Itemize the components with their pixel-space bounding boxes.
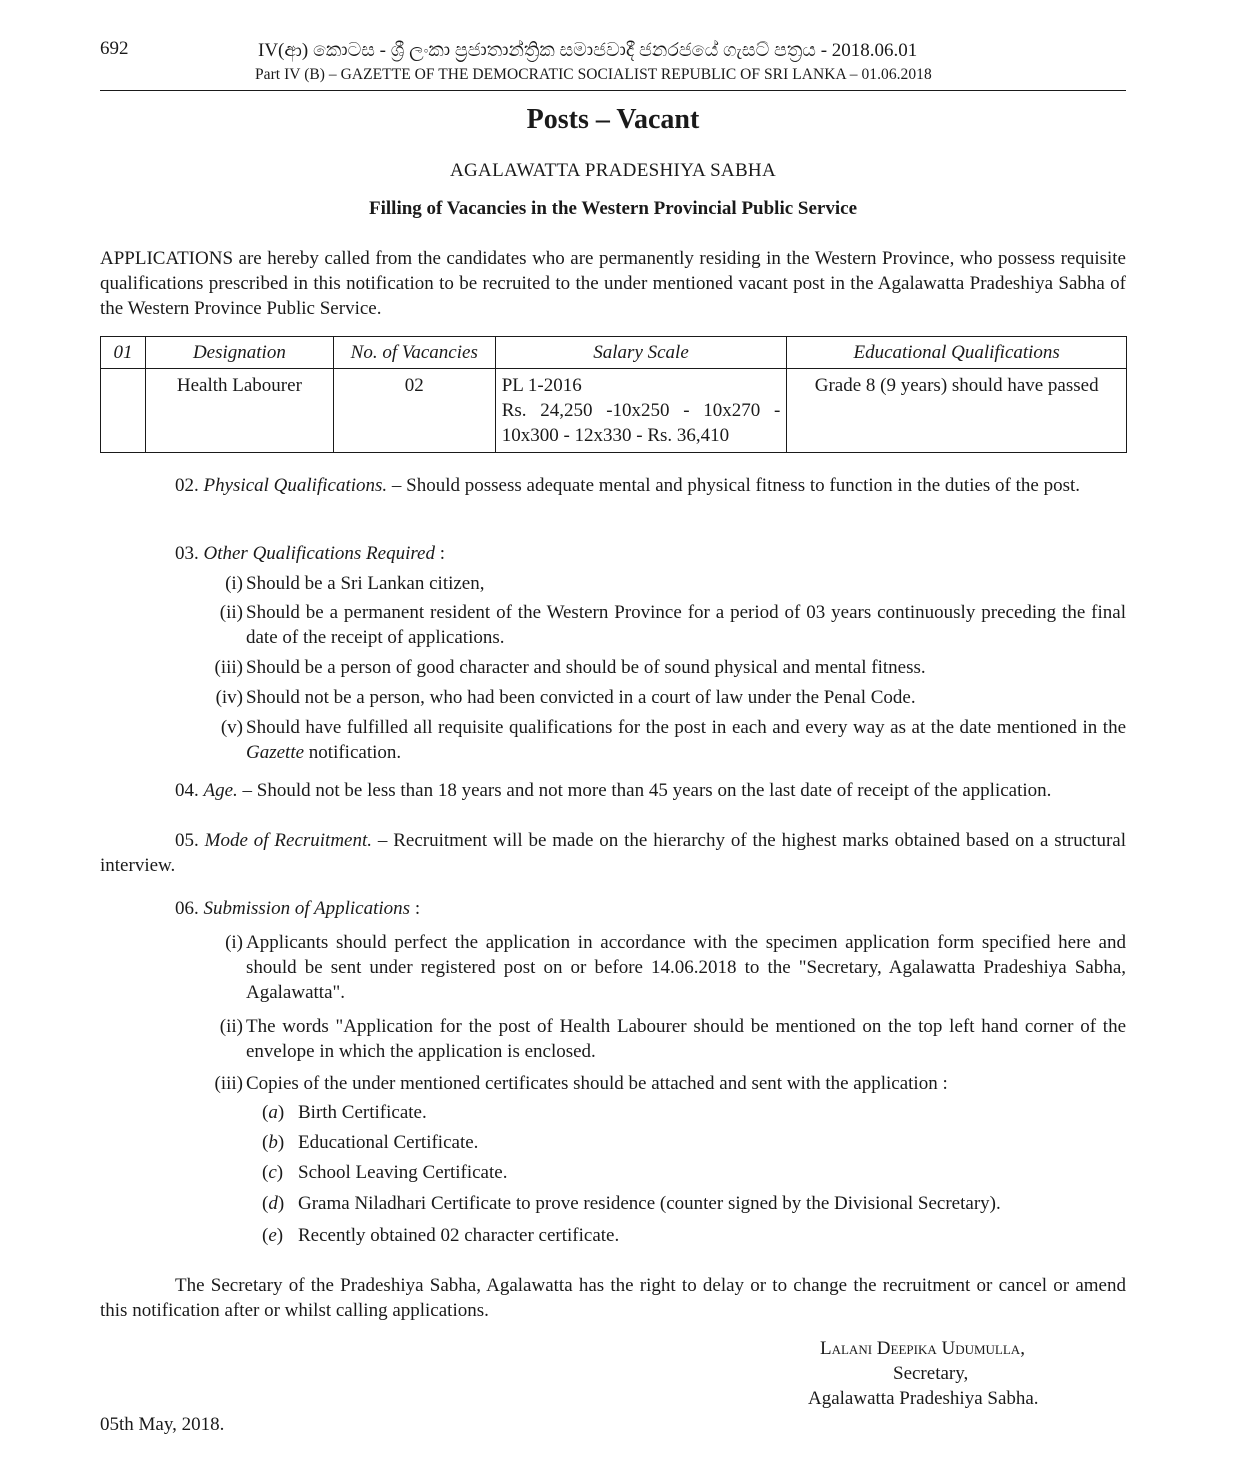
item-text <box>246 715 1126 765</box>
intro-paragraph <box>100 246 1126 321</box>
section-number: 05. <box>175 830 199 851</box>
section-label: Submission of Applications <box>203 898 411 919</box>
section-number: 02. <box>175 475 199 496</box>
cell-vacancies: 02 <box>333 369 495 453</box>
closing-paragraph <box>100 1273 1126 1323</box>
item-text: Applicants should perfect the application in accordance with the specimen application form specified here and should be sent under registered post on or before 14.06.2018 to the "Secretary, Agalawatta Pradeshiya Sabha, Agalawatta". <box>246 932 1126 1003</box>
closing-text: The Secretary of the Pradeshiya Sabha, Agalawatta has the right to delay or to change the recruitment or cancel or amend this notification after or whilst calling applications. <box>100 1275 1126 1321</box>
list-item <box>205 571 1126 596</box>
item-text: Should be a Sri Lankan citizen, <box>246 573 485 594</box>
list-item <box>205 600 1126 650</box>
table-header-row <box>101 337 1127 369</box>
list-item <box>205 930 1126 1005</box>
item-text: Copies of the under mentioned certificates should be attached and sent with the application : <box>246 1073 948 1094</box>
section-label: Age. <box>203 780 238 801</box>
section-label: Physical Qualifications. <box>203 475 388 496</box>
header-sinhala-line: IV(ආ) කොටස - ශ්‍රී ලංකා ප්‍රජාතාන්ත්‍රික සමාජවාදී ජනරජයේ ගැසට් පත්‍රය - 2018.06.01 <box>258 40 918 61</box>
item-text: The words "Application for the post of Health Labourer should be mentioned on the top left hand corner of the envelope in which the application is enclosed. <box>246 1016 1126 1062</box>
col-header-number: 01 <box>101 337 146 369</box>
table-row <box>101 369 1127 453</box>
notice-date: 05th May, 2018. <box>100 1414 225 1435</box>
section-number: 06. <box>175 898 199 919</box>
section-text: – Should not be less than 18 years and not more than 45 years on the last date of receipt of the application. <box>242 780 1052 801</box>
header-english-line: Part IV (B) – GAZETTE OF THE DEMOCRATIC SOCIALIST REPUBLIC OF SRI LANKA – 01.06.2018 <box>255 66 932 83</box>
section-mode-of-recruitment <box>100 828 1126 878</box>
section-physical-qualifications <box>100 473 1126 498</box>
item-text: Should not be a person, who had been convicted in a court of law under the Penal Code. <box>246 687 916 708</box>
certificate-letter: (c) <box>262 1162 284 1183</box>
section-text: – Should possess adequate mental and physical fitness to function in the duties of the post. <box>391 475 1081 496</box>
section-number: 04. <box>175 780 199 801</box>
list-item <box>205 715 1126 765</box>
vacancy-table <box>100 336 1127 453</box>
section-number: 03. <box>175 543 199 564</box>
signatory-organization: Agalawatta Pradeshiya Sabha. <box>808 1388 1039 1409</box>
certificate-item <box>262 1130 478 1155</box>
item-number: (iii) <box>214 1073 243 1094</box>
cell-number <box>101 369 146 453</box>
item-text-part: notification. <box>304 742 402 763</box>
list-item <box>205 685 1126 710</box>
col-header-salary: Salary Scale <box>495 337 787 369</box>
section-other-qualifications-heading <box>175 541 445 566</box>
notice-heading: Filling of Vacancies in the Western Provincial Public Service <box>369 198 857 219</box>
page-number: 692 <box>100 38 129 59</box>
item-number: (ii) <box>219 602 243 623</box>
section-age <box>100 778 1126 803</box>
section-colon: : <box>410 898 421 919</box>
certificate-letter: (d) <box>262 1193 285 1214</box>
cell-designation: Health Labourer <box>145 369 333 453</box>
list-item <box>205 1071 1126 1096</box>
certificate-text: Birth Certificate. <box>298 1102 427 1123</box>
item-number: (iv) <box>215 687 243 708</box>
item-number: (iii) <box>214 657 243 678</box>
certificate-item <box>262 1160 507 1185</box>
section-colon: : <box>435 543 446 564</box>
section-submission-heading <box>175 896 420 921</box>
certificate-letter: (a) <box>262 1102 285 1123</box>
certificate-item <box>262 1191 1001 1216</box>
list-item <box>205 655 1126 680</box>
organization-heading: AGALAWATTA PRADESHIYA SABHA <box>450 160 776 181</box>
salary-steps-1: Rs. 24,250 -10x250 - 10x270 - <box>501 400 781 421</box>
item-text-part: Should have fulfilled all requisite qualifications for the post in each and every way as at the date mentioned in the <box>246 717 1126 738</box>
col-header-qualifications: Educational Qualifications <box>787 337 1127 369</box>
section-label: Other Qualifications Required <box>203 543 435 564</box>
salary-steps-2: 10x300 - 12x330 - Rs. 36,410 <box>501 425 730 446</box>
item-text: Should be a person of good character and should be of sound physical and mental fitness. <box>246 657 926 678</box>
signatory-title: Secretary, <box>893 1363 969 1384</box>
header-divider <box>100 90 1126 91</box>
signatory-name: Lalani Deepika Udumulla, <box>820 1338 1025 1359</box>
certificate-text: Educational Certificate. <box>298 1132 479 1153</box>
certificate-text: Recently obtained 02 character certificate. <box>298 1225 620 1246</box>
item-number: (v) <box>220 717 243 738</box>
salary-code: PL 1-2016 <box>501 375 582 396</box>
col-header-vacancies: No. of Vacancies <box>333 337 495 369</box>
list-item <box>205 1014 1126 1064</box>
certificate-text: School Leaving Certificate. <box>298 1162 508 1183</box>
certificate-text: Grama Niladhari Certificate to prove residence (counter signed by the Divisional Secretary). <box>298 1193 1001 1214</box>
cell-qualification: Grade 8 (9 years) should have passed <box>787 369 1127 453</box>
gazette-word: Gazette <box>246 742 305 763</box>
cell-salary <box>495 369 787 453</box>
section-label: Mode of Recruitment. <box>204 830 373 851</box>
page-title: Posts – Vacant <box>526 104 700 135</box>
item-number: (ii) <box>219 1016 243 1037</box>
item-number: (i) <box>225 932 243 953</box>
certificate-item <box>262 1223 619 1248</box>
certificate-item <box>262 1100 427 1125</box>
item-text: Should be a permanent resident of the Western Province for a period of 03 years continuously preceding the final date of the receipt of applications. <box>246 602 1126 648</box>
col-header-designation: Designation <box>145 337 333 369</box>
intro-text: APPLICATIONS are hereby called from the candidates who are permanently residing in the Western Province, who possess requisite qualifications prescribed in this notification to be recruited to the under mentioned vacant post in the Agalawatta Pradeshiya Sabha of the Western Province Public Service. <box>100 248 1126 319</box>
certificate-letter: (e) <box>262 1225 284 1246</box>
section-text: – Recruitment will be made on the hierarchy of the highest marks obtained based on a structural interview. <box>100 830 1126 876</box>
certificate-letter: (b) <box>262 1132 285 1153</box>
item-number: (i) <box>225 573 243 594</box>
